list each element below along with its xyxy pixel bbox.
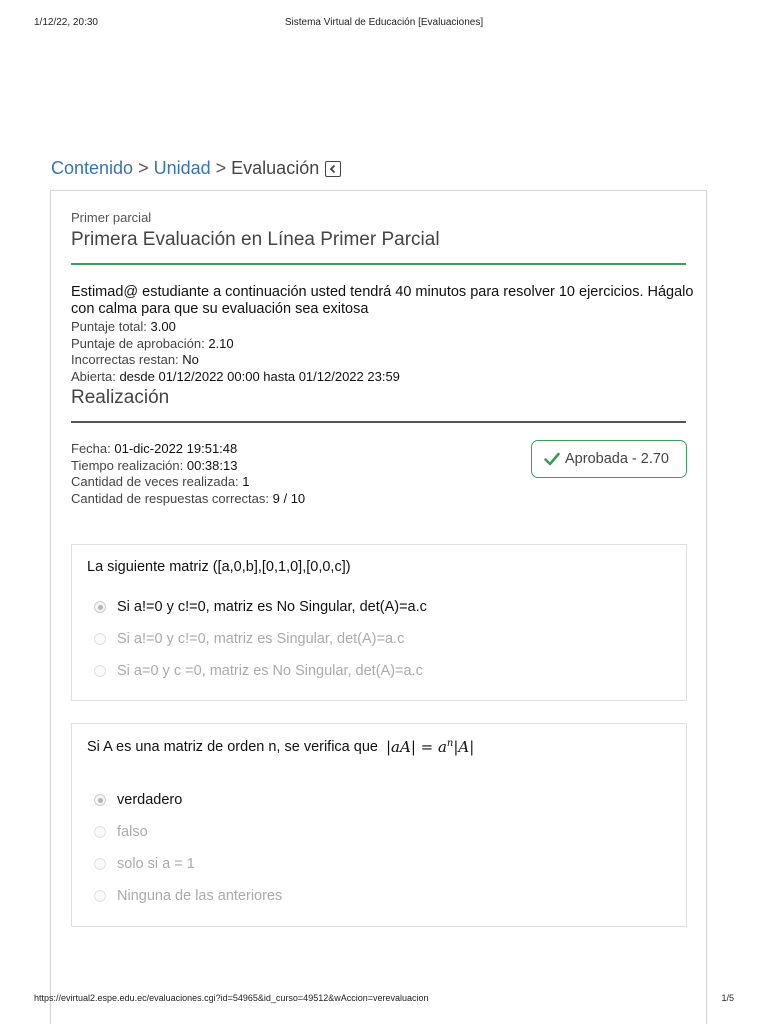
status-badge <box>531 440 687 478</box>
meta-row: Incorrectas restan: No <box>71 352 199 367</box>
realizacion-title: Realización <box>71 387 170 408</box>
answer-option-label: falso <box>117 824 148 840</box>
print-header <box>0 17 768 31</box>
radio-selected-icon[interactable] <box>94 794 106 806</box>
answer-option[interactable] <box>94 888 282 904</box>
result-row: Fecha: 01-dic-2022 19:51:48 <box>71 441 238 456</box>
breadcrumb <box>51 158 341 179</box>
realizacion-meta <box>71 441 305 507</box>
answer-option[interactable] <box>94 663 423 679</box>
meta-row: Puntaje de aprobación: 2.10 <box>71 335 234 351</box>
breadcrumb-current: Evaluación <box>231 158 320 178</box>
answer-option[interactable] <box>94 856 195 872</box>
meta-row: Abierta: desde 01/12/2022 00:00 hasta 01/12/2022 23:59 <box>71 368 400 384</box>
radio-icon[interactable] <box>94 890 106 902</box>
radio-selected-icon[interactable] <box>94 601 106 613</box>
evaluation-intro: Estimad@ estudiante a continuación usted tendrá 40 minutos para resolver 10 ejercicios. Hágalo con calma para que su evaluación sea exitosa <box>71 284 694 317</box>
question-card <box>71 723 687 927</box>
radio-icon[interactable] <box>94 826 106 838</box>
answer-option-label: Si a!=0 y c!=0, matriz es Singular, det(A)=a.c <box>117 631 405 647</box>
answer-option[interactable] <box>94 599 427 615</box>
evaluation-meta <box>71 319 400 385</box>
evaluation-title: Primera Evaluación en Línea Primer Parcial <box>71 229 440 250</box>
answer-option[interactable] <box>94 631 404 647</box>
print-page-number: 1/5 <box>721 993 734 1003</box>
breadcrumb-separator: > <box>215 158 227 178</box>
print-footer <box>0 993 768 1007</box>
answer-option-label: Si a=0 y c =0, matriz es No Singular, det(A)=a.c <box>117 663 423 679</box>
radio-icon[interactable] <box>94 665 106 677</box>
print-url: https://evirtual2.espe.edu.ec/evaluaciones.cgi?id=54965&id_curso=49512&wAccion=verevaluacion <box>34 993 429 1003</box>
radio-icon[interactable] <box>94 633 106 645</box>
back-icon[interactable] <box>325 161 341 177</box>
question-text: La siguiente matriz ([a,0,b],[0,1,0],[0,0,c]) <box>87 559 351 575</box>
breadcrumb-unidad-link[interactable]: Unidad <box>153 158 211 178</box>
result-row: Tiempo realización: 00:38:13 <box>71 457 238 473</box>
evaluation-card <box>50 190 707 1024</box>
answer-option-label: solo si a = 1 <box>117 856 195 872</box>
answer-option-label: Ninguna de las anteriores <box>117 888 283 904</box>
question-text-label: Si A es una matriz de orden n, se verifica que <box>87 739 378 755</box>
question-text <box>87 738 474 756</box>
section-divider <box>71 421 686 423</box>
print-title: Sistema Virtual de Educación [Evaluaciones] <box>284 17 484 28</box>
status-badge-label: Aprobada - 2.70 <box>565 451 669 467</box>
check-icon <box>544 452 560 466</box>
answer-option[interactable] <box>94 792 182 808</box>
result-row: Cantidad de veces realizada: 1 <box>71 474 250 489</box>
meta-row: Puntaje total: 3.00 <box>71 319 176 334</box>
breadcrumb-separator: > <box>138 158 149 178</box>
print-datetime: 1/12/22, 20:30 <box>34 17 98 28</box>
radio-icon[interactable] <box>94 858 106 870</box>
answer-option-label: Si a!=0 y c!=0, matriz es No Singular, det(A)=a.c <box>117 599 427 615</box>
title-divider <box>71 263 686 265</box>
answer-option[interactable] <box>94 824 148 840</box>
question-card <box>71 544 687 701</box>
evaluation-subtitle: Primer parcial <box>71 210 152 225</box>
result-row: Cantidad de respuestas correctas: 9 / 10 <box>71 490 306 506</box>
math-formula: $|aA| = a^n|A|$ <box>385 738 475 756</box>
breadcrumb-contenido-link[interactable]: Contenido <box>51 158 134 178</box>
answer-option-label: verdadero <box>117 792 183 808</box>
